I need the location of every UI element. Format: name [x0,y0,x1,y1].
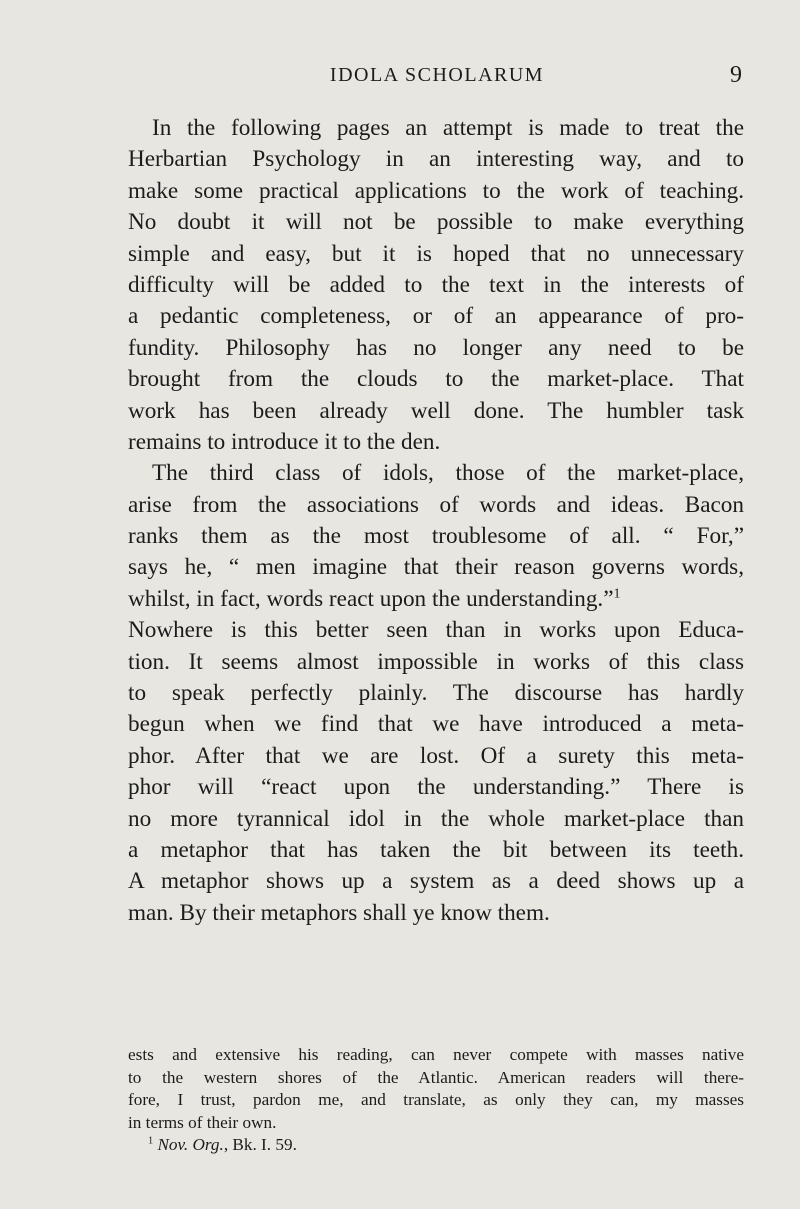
text-line: make some practical applications to the work of teaching. [128,177,744,204]
text-line-with-footnote [128,584,744,615]
text-line: phor. After that we are lost. Of a surety this meta- [128,742,744,769]
text-line: fundity. Philosophy has no longer any need to be [128,334,744,361]
text-line: difficulty will be added to the text in the interests of [128,271,744,298]
text-line: remains to introduce it to the den. [128,428,441,455]
text-line: simple and easy, but it is hoped that no unnecessary [128,240,744,267]
footnotes [128,1044,744,1157]
footnote-line: in terms of their own. [128,1112,277,1132]
text-line: says he, “ men imagine that their reason governs words, [128,554,744,581]
text-line: tion. It seems almost impossible in works of this class [128,648,744,675]
text-line: brought from the clouds to the market-place. That [128,366,744,393]
text-line: arise from the associations of words and ideas. Bacon [128,491,744,518]
text-line: In the following pages an attempt is made to treat the [152,115,744,141]
citation-title: Nov. Org. [157,1135,224,1155]
text-line: a pedantic completeness, or of an appearance of pro- [128,303,744,330]
text-line: begun when we find that we have introduced a meta- [128,711,744,738]
text-line: The third class of idols, those of the market-place, [152,460,744,487]
text-line: Herbartian Psychology in an interesting way, and to [128,146,744,173]
footnote-citation [128,1134,744,1157]
footnote-line: to the western shores of the Atlantic. American readers will there- [128,1067,744,1087]
text-line: A metaphor shows up a system as a deed shows up a [128,868,744,895]
citation-reference: , Bk. I. 59. [223,1135,297,1155]
footnote-number: 1 [148,1135,154,1147]
text-line: Nowhere is this better seen than in works upon Educa- [128,617,744,644]
text-line: phor will “react upon the understanding.” There is [128,774,744,801]
footnote-line: fore, I trust, pardon me, and translate, as only they can, my masses [128,1090,744,1110]
text-line: work has been already well done. The humbler task [128,397,744,424]
text-line: ranks them as the most troublesome of all. “ For,” [128,523,744,550]
text-line: to speak perfectly plainly. The discourse has hardly [128,680,744,707]
text-line: a metaphor that has taken the bit between its teeth. [128,836,744,863]
page-header [132,62,742,92]
text-line: man. By their metaphors shall ye know them. [128,899,550,926]
text-line: no more tyrannical idol in the whole market-place than [128,805,744,832]
footnote-line: ests and extensive his reading, can never compete with masses native [128,1045,744,1064]
text-line: No doubt it will not be possible to make everything [128,209,744,236]
footnote-marker: 1 [613,586,621,602]
text-line: whilst, in fact, words react upon the understanding.” [128,585,614,612]
running-title: IDOLA SCHOLARUM [329,64,545,86]
body-text [128,113,744,929]
page-number: 9 [730,62,742,88]
